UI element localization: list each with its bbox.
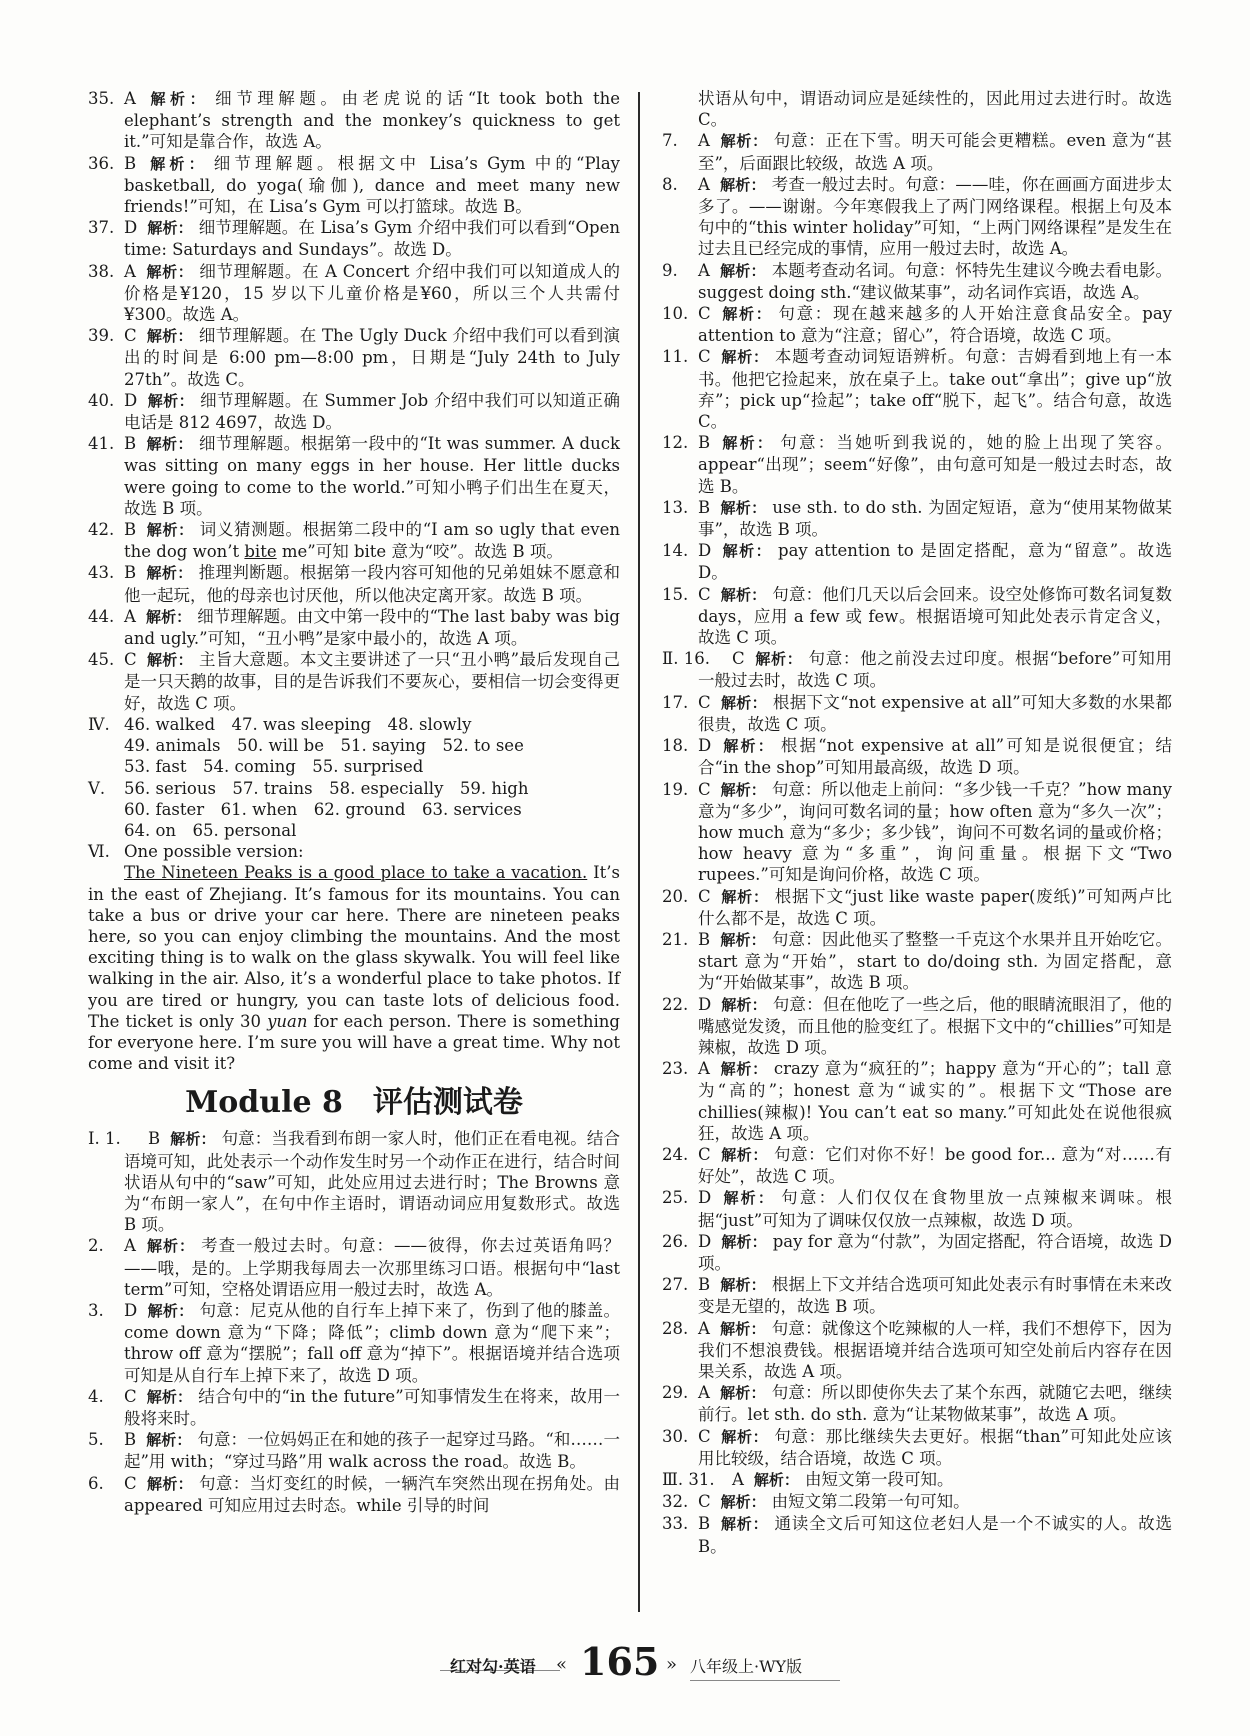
answer-item xyxy=(662,346,1172,432)
item-answer: C xyxy=(698,584,711,604)
item-answer: A xyxy=(698,1318,710,1338)
essay-italic-word: yuan xyxy=(267,1011,308,1031)
analysis-text: 推理判断题。根据第一段内容可知他的兄弟姐妹不愿意和他一起玩，他的母亲也讨厌他，所以他决定离开家。故选 B 项。 xyxy=(124,563,620,605)
essay-text: It’s in the east of Zhejiang. It’s famous for its mountains. You can take a bus or drive your car here. There are nineteen peaks here, so you can enjoy climbing the mountains. And the most exciting thing is to walk on the glass skywalk. You will feel like walking in the air. Also, it’s a wonderful place to take photos. If you are tired or hungry, you can taste lots of delicious food. The ticket is only 30 xyxy=(88,863,620,1031)
item-answer: C xyxy=(124,650,137,670)
item-number: 17. xyxy=(662,692,689,712)
item-number: 15. xyxy=(662,584,689,604)
footer-rule-right xyxy=(690,1680,840,1681)
answer-item xyxy=(662,1187,1172,1230)
answer-item xyxy=(662,130,1172,173)
analysis-text: 细节理解题。在 Lisa’s Gym 介绍中我们可以看到“Open time: Saturdays and Sundays”。故选 D。 xyxy=(124,218,620,260)
analysis-label: 解析： xyxy=(147,219,193,238)
analysis-text: me”可知 bite 意为“咬”。故选 B 项。 xyxy=(276,542,563,562)
analysis-label: 解析： xyxy=(720,434,775,453)
analysis-label: 解析： xyxy=(720,1427,769,1446)
analysis-text: 句意：他之前没去过印度。根据“before”可知用一般过去时，故选 C 项。 xyxy=(698,649,1172,691)
answer-item xyxy=(88,261,620,326)
item-number: Ⅱ. 16. xyxy=(662,649,710,669)
underlined-word: bite xyxy=(244,542,277,562)
analysis-label: 解析： xyxy=(720,1145,768,1164)
fill-in-answers xyxy=(88,756,620,777)
analysis-label: 解析： xyxy=(146,651,193,670)
item-number: 40. xyxy=(88,390,115,410)
section-number: Ⅵ. xyxy=(88,842,110,862)
analysis-label: 解析： xyxy=(721,1189,776,1208)
item-answer: A xyxy=(698,174,710,194)
analysis-text: 句意：当我看到布朗一家人时，他们正在看电视。结合语境可知，此处表示一个动作发生时另一个动作正在进行，结合时间状语从句中的“saw”可知，此处应用过去进行时；The Browns 意为“布朗一家人”，在句中作主语时，谓语动词应用复数形式。故选 B 项。 xyxy=(124,1129,620,1235)
item-answer: C xyxy=(124,1386,137,1406)
item-answer: C xyxy=(698,304,711,324)
item-number: 11. xyxy=(662,347,689,367)
item-answer: B xyxy=(148,1129,161,1149)
item-number: 32. xyxy=(662,1492,689,1512)
item-answer: D xyxy=(698,1188,712,1208)
item-number: 28. xyxy=(662,1318,689,1338)
item-answer: C xyxy=(732,649,745,669)
column-divider xyxy=(638,92,640,1612)
analysis-label: 解析： xyxy=(719,132,768,151)
analysis-label: 解析： xyxy=(720,305,773,324)
analysis-label: 解析： xyxy=(720,930,766,949)
answer-line: 53. fast 54. coming 55. surprised xyxy=(124,757,424,777)
item-answer: D xyxy=(124,390,138,410)
analysis-text: 结合句中的“in the future”可知事情发生在将来，故用一般将来时。 xyxy=(124,1386,620,1428)
answer-item xyxy=(662,1491,1172,1513)
analysis-label: 解析： xyxy=(719,175,766,194)
fill-in-answers xyxy=(88,714,620,735)
analysis-label: 解析： xyxy=(145,90,210,108)
analysis-label: 解析： xyxy=(721,995,767,1014)
analysis-text: 根据下文“not expensive at all”可知大多数的水果都很贵，故选 C 项。 xyxy=(698,692,1172,734)
version-label: One possible version: xyxy=(124,842,304,862)
answer-item xyxy=(662,886,1172,929)
item-answer: D xyxy=(698,1231,712,1251)
item-number: 2. xyxy=(88,1236,104,1256)
analysis-text: 细节理解题。由老虎说的话“It took both the elephant’s strength and the monkey’s quickness to get it.”可知是靠合作，故选 A。 xyxy=(124,89,620,152)
analysis-label: 解析： xyxy=(146,521,194,540)
item-number: 42. xyxy=(88,520,115,540)
item-answer: D xyxy=(698,736,712,756)
answer-item xyxy=(88,1300,620,1386)
analysis-text: 本题考查动名词。句意：怀特先生建议今晚去看电影。suggest doing sth.“建议做某事”，动名词作宾语，故选 A。 xyxy=(698,260,1172,302)
answer-line: 64. on 65. personal xyxy=(124,820,297,840)
answer-item xyxy=(662,1469,1172,1491)
analysis-text: 由短文第一段可知。 xyxy=(804,1470,954,1489)
analysis-label: 解析： xyxy=(145,1237,196,1256)
item-number: 22. xyxy=(662,994,689,1014)
item-answer: B xyxy=(124,563,137,583)
continued-text: 状语从句中，谓语动词应是延续性的，因此用过去进行时。故选 C。 xyxy=(698,89,1172,130)
item-answer: B xyxy=(698,1275,711,1295)
answer-item xyxy=(88,325,620,390)
analysis-label: 解析： xyxy=(146,1387,193,1406)
item-number: 6. xyxy=(88,1473,104,1493)
item-number: 36. xyxy=(88,153,115,173)
answer-item xyxy=(88,433,620,519)
fill-in-answers xyxy=(88,820,620,841)
item-number: 35. xyxy=(88,89,115,108)
analysis-text: 细节理解题。在 Summer Job 介绍中我们可以知道正确电话是 812 4697，故选 D。 xyxy=(124,390,620,433)
answer-item xyxy=(662,260,1172,303)
item-answer: B xyxy=(698,929,711,949)
answer-item xyxy=(88,1473,620,1516)
analysis-label: 解析： xyxy=(721,1232,767,1251)
answer-item xyxy=(88,1235,620,1300)
answer-item xyxy=(662,497,1172,540)
analysis-label: 解析： xyxy=(720,348,769,367)
item-answer: B xyxy=(124,434,137,454)
analysis-text: 由短文第二段第一句可知。 xyxy=(771,1492,970,1512)
right-column xyxy=(662,88,1172,1557)
item-answer: B xyxy=(698,433,711,453)
fill-in-answers xyxy=(88,778,620,799)
item-answer: A xyxy=(124,261,136,281)
analysis-label: 解析： xyxy=(145,607,192,626)
item-number: 25. xyxy=(662,1188,689,1208)
analysis-text: 本题考查动词短语辨析。句意：吉姆看到地上有一本书。他把它捡起来，放在桌子上。take out“拿出”；give up“放弃”；pick up“捡起”；take off“脱下，起飞”。结合句意，故选 C。 xyxy=(698,347,1172,432)
item-answer: A xyxy=(124,606,136,626)
analysis-text: use sth. to do sth. 为固定短语，意为“使用某物做某事”，故选 B 项。 xyxy=(698,497,1172,540)
item-answer: C xyxy=(124,326,137,346)
footer-arrow-left: « xyxy=(556,1654,568,1675)
footer-arrow-right: » xyxy=(666,1654,678,1675)
analysis-text: 细节理解题。在 A Concert 介绍中我们可以知道成人的价格是¥120，15 岁以下儿童价格是¥60，所以三个人共需付¥300。故选 A。 xyxy=(124,261,620,325)
analysis-text: 细节理解题。根据文中 Lisa’s Gym 中的“Play basketball, do yoga(瑜伽), dance and meet many new friends!”可知，在 Lisa’s Gym 可以打篮球。故选 B。 xyxy=(124,153,620,217)
item-answer: D xyxy=(124,218,138,238)
answer-item xyxy=(662,1231,1172,1274)
analysis-text: 句意：一位妈妈正在和她的孩子一起穿过马路。“和……一起”用 with；“穿过马路”用 walk across the road。故选 B。 xyxy=(124,1430,620,1472)
analysis-text: 句意：现在越来越多的人开始注意食品安全。pay attention to 意为“注意；留心”，符合语境，故选 C 项。 xyxy=(698,304,1172,346)
analysis-label: 解析： xyxy=(145,262,194,281)
item-number: 23. xyxy=(662,1059,689,1079)
analysis-label: 解析： xyxy=(147,1301,194,1320)
item-answer: A xyxy=(698,260,710,280)
essay-topic-sentence: The Nineteen Peaks is a good place to take a vacation. xyxy=(124,863,588,883)
analysis-label: 解析： xyxy=(720,1515,769,1534)
analysis-label: 解析： xyxy=(720,1493,766,1512)
analysis-text: 句意：正在下雪。明天可能会更糟糕。even 意为“甚至”，后面跟比较级，故选 A 项。 xyxy=(698,131,1172,173)
item-answer: A xyxy=(698,131,710,151)
item-answer: C xyxy=(698,1426,711,1446)
analysis-text: 根据“not expensive at all”可知是说很便宜；结合“in the shop”可知用最高级，故选 D 项。 xyxy=(698,736,1172,778)
analysis-label: 解析： xyxy=(146,154,208,173)
item-number: Ⅰ. 1. xyxy=(88,1129,121,1149)
analysis-text: 句意：他们几天以后会回来。设空处修饰可数名词复数 days，应用 a few 或 few。根据语境可知此处表示肯定含义，故选 C 项。 xyxy=(698,584,1172,648)
analysis-label: 解析： xyxy=(753,1471,799,1489)
analysis-text: 句意：所以他走上前问：“多少钱一千克？”how many 意为“多少”，询问可数名词的量；how often 意为“多久一次”；how much 意为“多少；多少钱”，询问不可数名词的量或价格；how heavy 意为“多重”，询问重量。根据下文“Two rupees.”可知是询问价格，故选 C 项。 xyxy=(698,779,1172,885)
analysis-text: 句意：就像这个吃辣椒的人一样，我们不想停下，因为我们不想浪费钱。根据语境并结合选项可知空处前后内容存在因果关系，故选 A 项。 xyxy=(698,1318,1172,1381)
analysis-text: 句意：因此他买了整整一千克这个水果并且开始吃它。start 意为“开始”，start to do/doing sth. 为固定搭配，意为“开始做某事”，故选 B 项。 xyxy=(698,929,1172,993)
item-answer: D xyxy=(698,994,712,1014)
answer-item xyxy=(88,390,620,433)
answer-item xyxy=(662,692,1172,735)
answer-item xyxy=(662,994,1172,1059)
item-answer: C xyxy=(698,347,711,367)
item-number: 13. xyxy=(662,497,689,517)
answer-item xyxy=(662,1058,1172,1144)
answer-item xyxy=(88,1128,620,1235)
section-number: Ⅴ. xyxy=(88,778,106,798)
analysis-label: 解析： xyxy=(146,1474,194,1493)
answer-item xyxy=(88,217,620,260)
analysis-label: 解析： xyxy=(720,1276,766,1295)
answer-item xyxy=(662,735,1172,778)
answer-line: 46. walked 47. was sleeping 48. slowly xyxy=(124,714,472,734)
item-number: 45. xyxy=(88,650,115,670)
answer-item xyxy=(88,88,620,153)
item-answer: C xyxy=(698,779,711,799)
answer-item xyxy=(662,1513,1172,1556)
answer-item xyxy=(662,1318,1172,1383)
item-number: 20. xyxy=(662,886,689,906)
item-answer: B xyxy=(698,1514,711,1534)
analysis-text: 细节理解题。在 The Ugly Duck 介绍中我们可以看到演出的时间是 6:00 pm—8:00 pm，日期是“July 24th to July 27th”。故选 C。 xyxy=(124,326,620,389)
item-answer: B xyxy=(124,153,137,173)
analysis-text: crazy 意为“疯狂的”；happy 意为“开心的”；tall 意为“高的”；honest 意为“诚实的”。根据下文“Those are chillies(辣椒)! You can’t eat so many.”可知此处在说他很疯狂，故选 A 项。 xyxy=(698,1059,1172,1143)
item-number: 41. xyxy=(88,434,115,454)
section-number: Ⅳ. xyxy=(88,714,110,734)
writing-section-header xyxy=(88,841,620,862)
item-answer: C xyxy=(698,1492,711,1512)
sample-essay xyxy=(88,862,620,1074)
answer-item xyxy=(662,432,1172,497)
analysis-text: 细节理解题。由文中第一段中的“The last baby was big and ugly.”可知，“丑小鸭”是家中最小的，故选 A 项。 xyxy=(124,606,620,649)
item-answer: C xyxy=(124,1473,137,1493)
item-number: 9. xyxy=(662,260,678,280)
page-footer xyxy=(0,1640,1250,1690)
answer-item xyxy=(662,1144,1172,1187)
answer-item xyxy=(88,1386,620,1429)
analysis-text: 句意：那比继续失去更好。根据“than”可知此处应该用比较级，结合语境，故选 C 项。 xyxy=(698,1426,1172,1468)
analysis-label: 解析： xyxy=(146,327,193,346)
item-answer: B xyxy=(124,1430,137,1450)
item-number: 33. xyxy=(662,1514,689,1534)
analysis-label: 解析： xyxy=(720,693,767,712)
analysis-label: 解析： xyxy=(146,1431,192,1450)
analysis-label: 解析： xyxy=(721,542,773,561)
answer-item xyxy=(662,1426,1172,1469)
analysis-text: 句意：但在他吃了一些之后，他的眼睛流眼泪了，他的嘴感觉发烫，而且他的脸变红了。根据下文中的“chillies”可知是辣椒，故选 D 项。 xyxy=(698,994,1172,1057)
analysis-label: 解析： xyxy=(720,585,767,604)
answer-line: 56. serious 57. trains 58. especially 59. high xyxy=(124,778,529,798)
answer-item xyxy=(662,174,1172,260)
footer-grade: 八年级上·WY版 xyxy=(690,1657,803,1676)
item-answer: D xyxy=(124,1300,138,1320)
item-answer: B xyxy=(698,497,711,517)
item-number: 12. xyxy=(662,433,689,453)
item-number: 18. xyxy=(662,736,689,756)
page-number: 165 xyxy=(580,1639,660,1684)
analysis-label: 解析： xyxy=(720,498,767,517)
analysis-text: 考查一般过去时。句意：——哇，你在画画方面进步太多了。——谢谢。今年寒假我上了两门网络课程。根据上句及本句中的“this winter holiday”可知，“上两门网络课程”是发生在过去且已经完成的事情，应用一般过去时，故选 A。 xyxy=(698,174,1172,259)
analysis-text: 句意：当灯变红的时候，一辆汽车突然出现在拐角处。由 appeared 可知应用过去时态。while 引导的时间 xyxy=(124,1473,620,1515)
answer-line: 49. animals 50. will be 51. saying 52. to see xyxy=(124,736,524,756)
analysis-label: 解析： xyxy=(146,435,193,454)
item-answer: D xyxy=(698,541,712,561)
analysis-text: pay for 意为“付款”，为固定搭配，符合语境，故选 D 项。 xyxy=(698,1231,1172,1273)
analysis-label: 解析： xyxy=(719,1319,766,1338)
item-number: 7. xyxy=(662,131,678,151)
answer-item xyxy=(88,519,620,562)
item-number: 3. xyxy=(88,1300,104,1320)
item-number: 19. xyxy=(662,779,689,799)
item-number: 27. xyxy=(662,1275,689,1295)
item-number: 4. xyxy=(88,1386,104,1406)
item-number: 26. xyxy=(662,1231,689,1251)
item-number: 43. xyxy=(88,563,115,583)
analysis-label: 解析： xyxy=(146,564,193,583)
analysis-label: 解析： xyxy=(721,737,775,756)
analysis-text: 考查一般过去时。句意：——彼得，你去过英语角吗？——哦，是的。上学期我每周去一次那里练习口语。根据句中“last term”可知，空格处谓语应用一般过去时，故选 A。 xyxy=(124,1236,620,1299)
item-answer: C xyxy=(698,692,711,712)
item-number: 10. xyxy=(662,304,689,324)
item-number: 21. xyxy=(662,929,689,949)
analysis-text: 根据下文“just like waste paper(废纸)”可知两卢比什么都不是，故选 C 项。 xyxy=(698,886,1172,928)
analysis-text: 句意：尼克从他的自行车上掉下来了，伤到了他的膝盖。come down 意为“下降；降低”；climb down 意为“爬下来”；throw off 意为“摆脱”；fall off 意为“掉下”。根据语境并结合选项可知是从自行车上掉下来了，故选 D 项。 xyxy=(124,1300,620,1385)
analysis-label: 解析： xyxy=(170,1130,216,1149)
answer-item xyxy=(662,303,1172,346)
item-answer: A xyxy=(124,89,136,108)
answer-item xyxy=(662,929,1172,994)
answer-item xyxy=(88,1429,620,1472)
analysis-label: 解析： xyxy=(719,261,766,280)
analysis-label: 解析： xyxy=(719,1060,768,1079)
analysis-label: 解析： xyxy=(147,391,195,410)
analysis-label: 解析： xyxy=(720,887,769,906)
analysis-text: 句意：它们对你不好！be good for... 意为“对……有好处”，故选 C 项。 xyxy=(698,1144,1172,1187)
item-number: 8. xyxy=(662,174,678,194)
fill-in-answers xyxy=(88,799,620,820)
item-number: 14. xyxy=(662,541,689,561)
answer-line: 60. faster 61. when 62. ground 63. services xyxy=(124,799,522,819)
left-column xyxy=(88,88,620,1516)
answer-item xyxy=(662,1382,1172,1425)
item-number: Ⅲ. 31. xyxy=(662,1470,715,1489)
item-answer: A xyxy=(124,1236,136,1256)
analysis-label: 解析： xyxy=(719,1384,766,1403)
analysis-text: pay attention to 是固定搭配，意为“留意”。故选 D。 xyxy=(698,541,1172,583)
analysis-text: 句意：人们仅仅在食物里放一点辣椒来调味。根据“just”可知为了调味仅仅放一点辣椒，故选 D 项。 xyxy=(698,1188,1172,1230)
item-number: 37. xyxy=(88,218,115,238)
answer-item xyxy=(662,540,1172,583)
analysis-text: 细节理解题。根据第一段中的“It was summer. A duck was sitting on many eggs in her house. Her little ducks were going to come to the world.”可知小鸭子们出生在夏天，故选 B 项。 xyxy=(124,434,620,518)
answer-item xyxy=(662,779,1172,886)
item-answer: C xyxy=(698,1144,711,1164)
module-title: Module 8 评估测试卷 xyxy=(185,1085,523,1121)
item-answer: A xyxy=(698,1383,710,1403)
answer-item xyxy=(88,562,620,605)
analysis-label: 解析： xyxy=(754,650,803,669)
answer-item xyxy=(662,648,1172,691)
item-number: 24. xyxy=(662,1144,689,1164)
item-answer: B xyxy=(124,520,137,540)
answer-item xyxy=(662,1274,1172,1317)
essay-text: for each person. There is something for everyone here. I’m sure you will have a great time. Why not come and visit it? xyxy=(88,1011,620,1074)
answer-item xyxy=(88,649,620,714)
fill-in-answers xyxy=(88,735,620,756)
item-number: 5. xyxy=(88,1430,104,1450)
item-number: 30. xyxy=(662,1426,689,1446)
item-answer: C xyxy=(698,886,711,906)
item-number: 38. xyxy=(88,261,115,281)
item-answer: A xyxy=(732,1470,744,1489)
analysis-label: 解析： xyxy=(720,780,766,799)
answer-item xyxy=(88,606,620,649)
analysis-text: 句意：当她听到我说的，她的脸上出现了笑容。appear“出现”；seem“好像”，由句意可知是一般过去时态，故选 B。 xyxy=(698,433,1172,496)
analysis-text: 句意：所以即使你失去了某个东西，就随它去吧，继续前行。let sth. do sth. 意为“让某物做某事”，故选 A 项。 xyxy=(698,1383,1172,1425)
answer-item xyxy=(662,584,1172,649)
item-number: 44. xyxy=(88,606,115,626)
footer-brand: 红对勾·英语 xyxy=(450,1657,536,1676)
analysis-text: 词义猜测题。根据第二段中的“I am so ugly that even the dog won’t xyxy=(124,520,620,562)
item-number: 39. xyxy=(88,326,115,346)
item-number: 29. xyxy=(662,1383,689,1403)
analysis-text: 主旨大意题。本文主要讲述了一只“丑小鸭”最后发现自己是一只天鹅的故事，目的是告诉我们不要灰心，要相信一切会变得更好，故选 C 项。 xyxy=(124,650,620,713)
item-answer: A xyxy=(698,1059,710,1079)
answer-item xyxy=(88,153,620,218)
analysis-text: 根据上下文并结合选项可知此处表示有时事情在未来改变是无望的，故选 B 项。 xyxy=(698,1275,1172,1317)
analysis-text: 通读全文后可知这位老妇人是一个不诚实的人。故选 B。 xyxy=(698,1514,1172,1556)
